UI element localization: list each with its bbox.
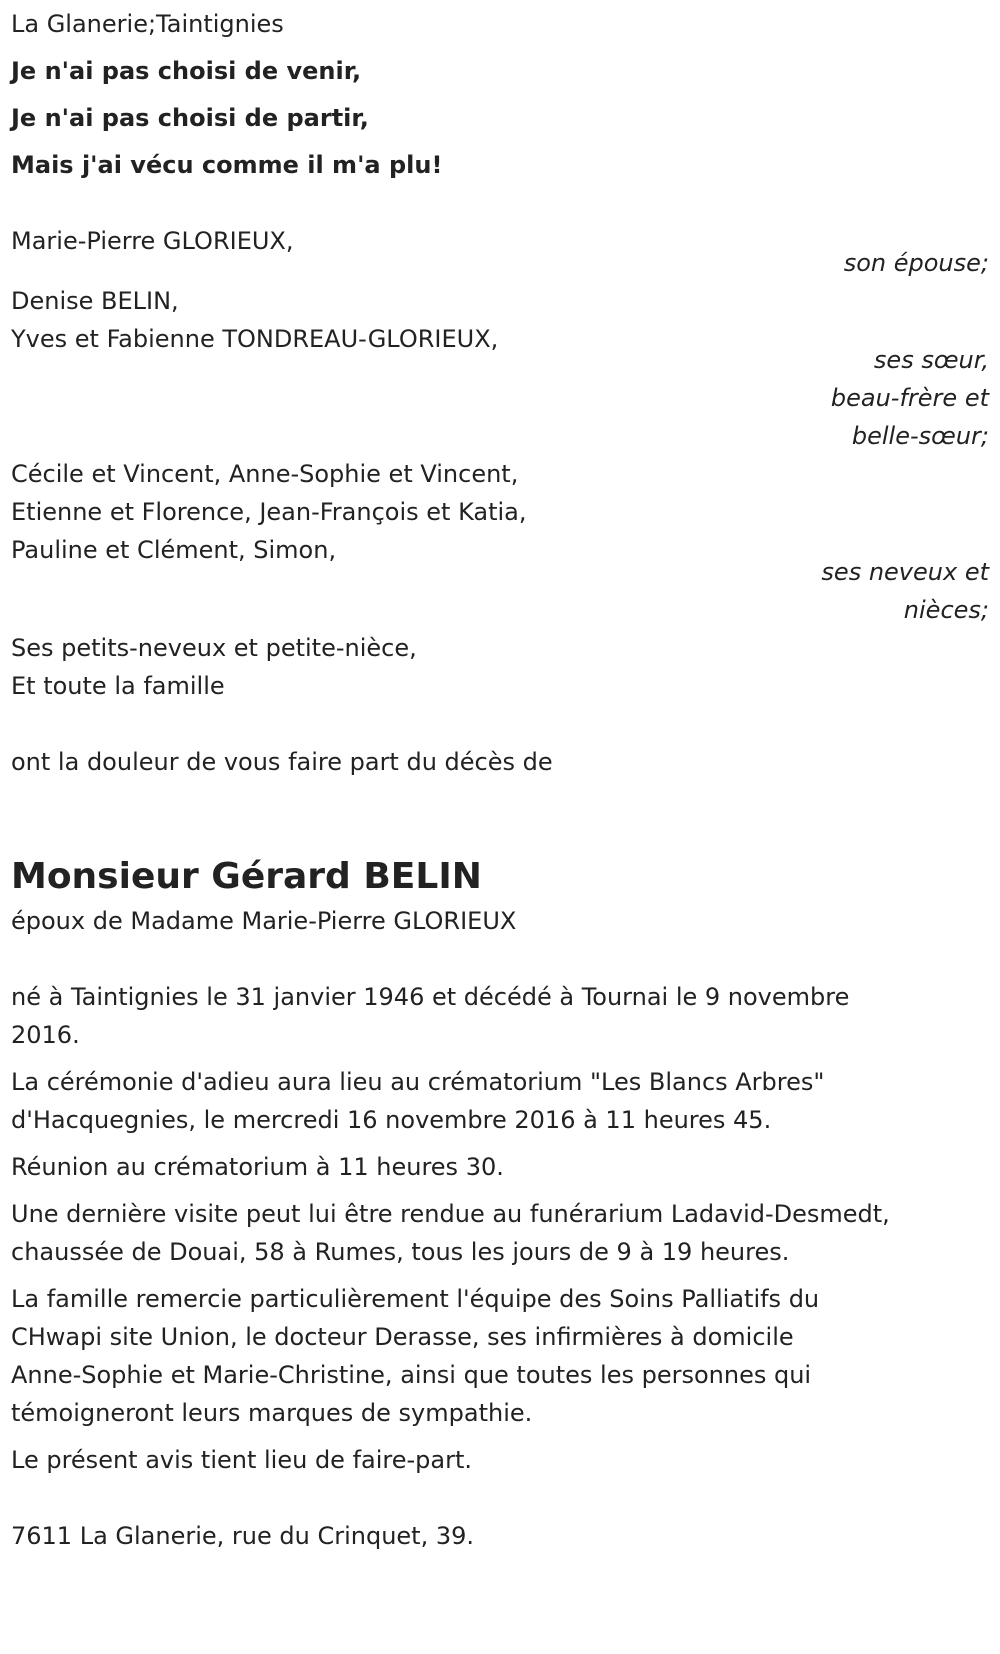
sibling-line-2: Yves et Fabienne TONDREAU-GLORIEUX, — [11, 325, 499, 353]
birth-death-line-2: 2016. — [11, 1021, 80, 1049]
sibling-line-1: Denise BELIN, — [11, 287, 179, 315]
spouse-of-text: époux de Madame Marie-Pierre GLORIEUX — [11, 907, 517, 935]
nephews-line-2: Etienne et Florence, Jean-François et Katia, — [11, 498, 527, 526]
nephews-line-3: Pauline et Clément, Simon, — [11, 536, 337, 564]
nephews-role-2: nièces; — [903, 596, 989, 624]
spouse-role: son épouse; — [843, 249, 989, 277]
faire-part-line: Le présent avis tient lieu de faire-part. — [11, 1446, 473, 1474]
deceased-name: Monsieur Gérard BELIN — [11, 856, 482, 897]
visit-line-1: Une dernière visite peut lui être rendue au funérarium Ladavid-Desmedt, — [11, 1200, 890, 1228]
siblings-role-2: beau-frère et — [830, 384, 989, 412]
header-location: La Glanerie;Taintignies — [11, 10, 284, 38]
meeting-line: Réunion au crématorium à 11 heures 30. — [11, 1153, 504, 1181]
siblings-role-1: ses sœur, — [873, 346, 989, 374]
others-line-1: Ses petits-neveux et petite-nièce, — [11, 634, 417, 662]
thanks-line-3: Anne-Sophie et Marie-Christine, ainsi que toutes les personnes qui — [11, 1361, 812, 1389]
announcement-text: ont la douleur de vous faire part du décès de — [11, 748, 553, 776]
siblings-role-3: belle-sœur; — [851, 422, 989, 450]
nephews-role-1: ses neveux et — [821, 558, 989, 586]
nephews-line-1: Cécile et Vincent, Anne-Sophie et Vincent, — [11, 460, 519, 488]
thanks-line-2: CHwapi site Union, le docteur Derasse, ses infirmières à domicile — [11, 1323, 794, 1351]
birth-death-line-1: né à Taintignies le 31 janvier 1946 et décédé à Tournai le 9 novembre — [11, 983, 850, 1011]
thanks-line-4: témoigneront leurs marques de sympathie. — [11, 1399, 533, 1427]
poem-line-2: Je n'ai pas choisi de partir, — [11, 104, 369, 132]
spouse-name: Marie-Pierre GLORIEUX, — [11, 227, 294, 255]
poem-line-3: Mais j'ai vécu comme il m'a plu! — [11, 151, 443, 179]
address-line: 7611 La Glanerie, rue du Crinquet, 39. — [11, 1522, 475, 1550]
ceremony-line-1: La cérémonie d'adieu aura lieu au crématorium "Les Blancs Arbres" — [11, 1068, 825, 1096]
thanks-line-1: La famille remercie particulièrement l'équipe des Soins Palliatifs du — [11, 1285, 820, 1313]
ceremony-line-2: d'Hacquegnies, le mercredi 16 novembre 2016 à 11 heures 45. — [11, 1106, 772, 1134]
poem-line-1: Je n'ai pas choisi de venir, — [11, 57, 362, 85]
others-line-2: Et toute la famille — [11, 672, 225, 700]
visit-line-2: chaussée de Douai, 58 à Rumes, tous les jours de 9 à 19 heures. — [11, 1238, 790, 1266]
